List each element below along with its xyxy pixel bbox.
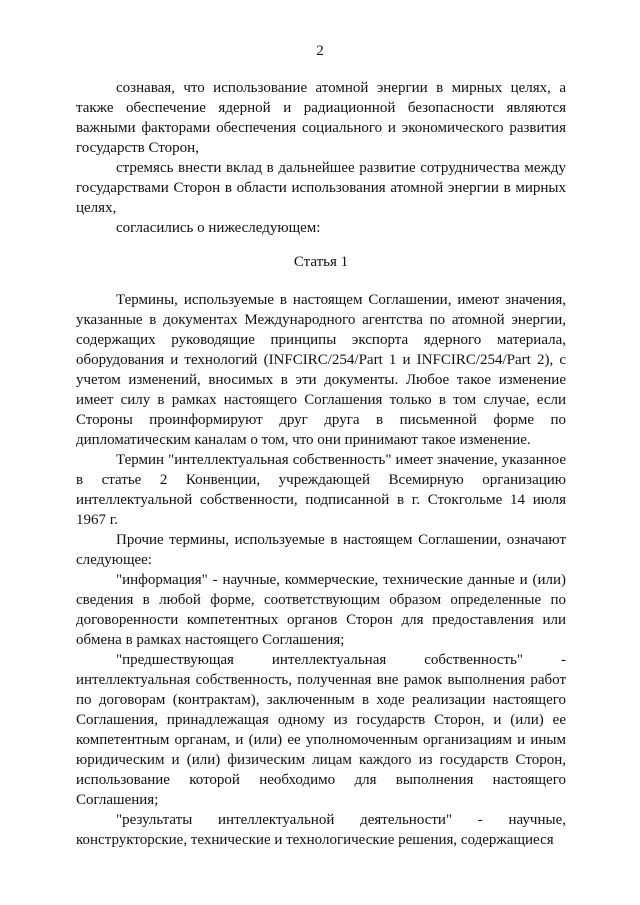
article-paragraph-4: "информация" - научные, коммерческие, технические данные и (или) сведения в любой форме, соответствующим образом определенные по договоренности компетентных органов Сторон для предоставления или обмена в рамках настоящего Соглашения; [76,572,566,648]
page-number: 2 [316,43,324,59]
article-paragraph-6: "результаты интеллектуальной деятельности" - научные, конструкторские, технические и технологические решения, содержащиеся [76,812,566,848]
preamble-paragraph-1: сознавая, что использование атомной энергии в мирных целях, а также обеспечение ядерной и радиационной безопасности являются важными факторами обеспечения социального и экономического развития государств Сторон, [76,80,566,156]
article-paragraph-2: Термин "интеллектуальная собственность" имеет значение, указанное в статье 2 Конвенции, учреждающей Всемирную организацию интеллектуальной собственности, подписанной в г. Стокгольме 14 июля 1967 г. [76,452,566,528]
article-paragraph-5: "предшествующая интеллектуальная собственность" - интеллектуальная собственность, полученная вне рамок выполнения работ по договорам (контрактам), заключенным в ходе реализации настоящего Соглашения, принадлежащая одному из государств Сторон, и (или) ее компетентным органам, и (или) ее уполномоченным организациям и иным юридическим и (или) физическим лицам каждого из государств Сторон, использование которой необходимо для выполнения настоящего Соглашения; [76,652,566,808]
document-body [76,78,566,850]
preamble-paragraph-3: согласились о нижеследующем: [116,220,321,236]
article-paragraph-3: Прочие термины, используемые в настоящем Соглашении, означают следующее: [76,532,566,568]
article-title: Статья 1 [293,254,349,270]
article-paragraph-1: Термины, используемые в настоящем Соглашении, имеют значения, указанные в документах Международного агентства по атомной энергии, содержащих руководящие принципы экспорта ядерного материала, оборудования и технологий (INFCIRC/254/Part 1 и INFCIRC/254/Part 2), с учетом изменений, вносимых в эти документы. Любое такое изменение имеет силу в рамках настоящего Соглашения только в том случае, если Стороны проинформируют друг друга в письменной форме по дипломатическим каналам о том, что они принимают такое изменение. [76,292,566,448]
preamble-paragraph-2: стремясь внести вклад в дальнейшее развитие сотрудничества между государствами Сторон в области использования атомной энергии в мирных целях, [76,160,566,216]
